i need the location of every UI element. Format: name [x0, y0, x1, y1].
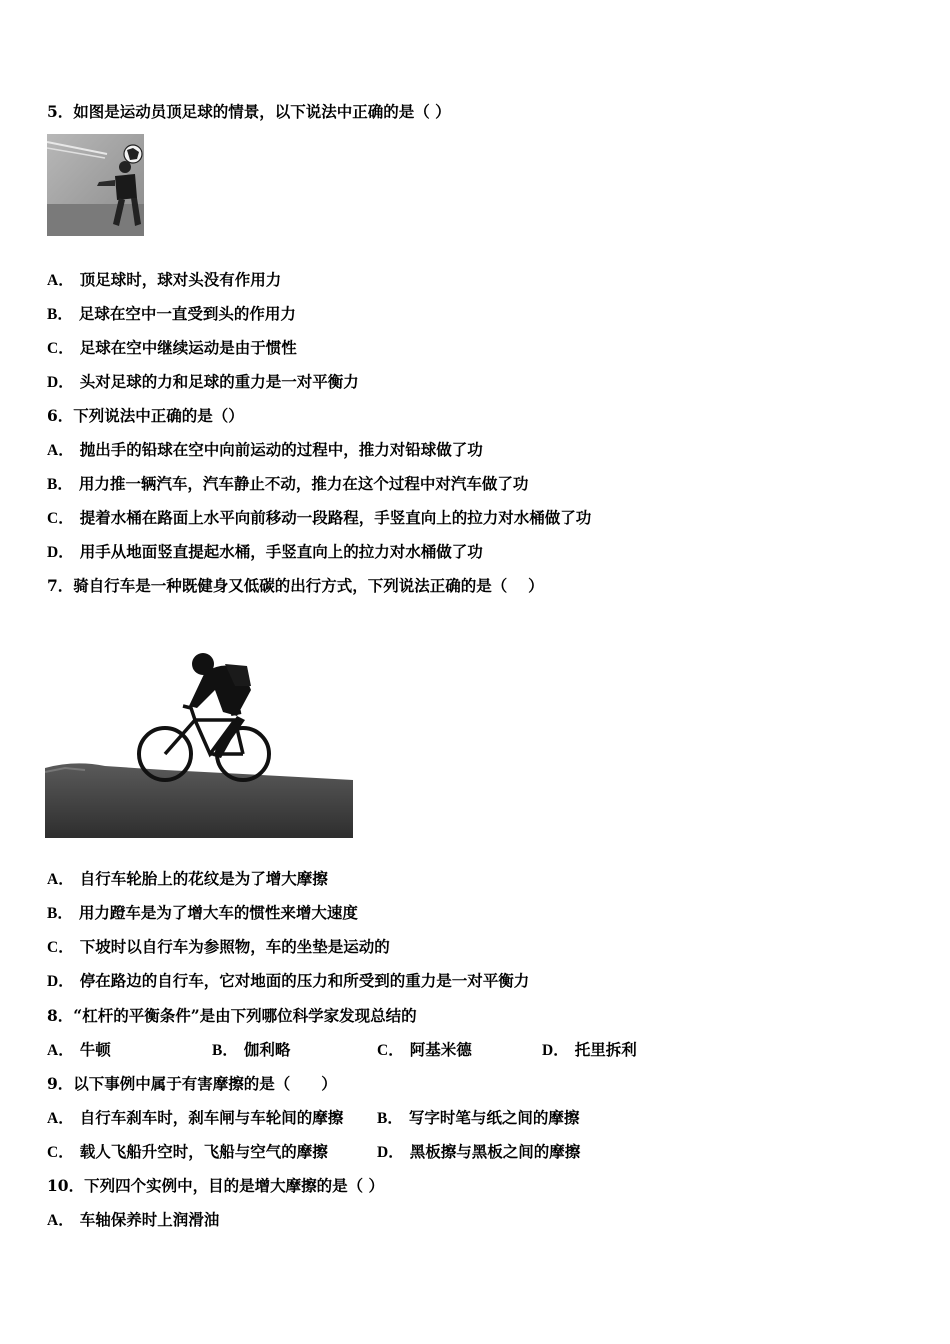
- soccer-header-photo-icon: [47, 134, 144, 236]
- q9-option-c: C． 载人飞船升空时，飞船与空气的摩擦: [47, 1142, 328, 1161]
- q6-option-c: C． 提着水桶在路面上水平向前移动一段路程，手竖直向上的拉力对水桶做了功: [47, 508, 592, 527]
- q7-option-b: B． 用力蹬车是为了增大车的惯性来增大速度: [47, 903, 358, 922]
- q7-stem: 7．骑自行车是一种既健身又低碳的出行方式，下列说法正确的是（ ）: [47, 576, 544, 595]
- q6-option-b: B． 用力推一辆汽车，汽车静止不动，推力在这个过程中对汽车做了功: [47, 474, 529, 493]
- q7-option-d: D． 停在路边的自行车，它对地面的压力和所受到的重力是一对平衡力: [47, 971, 530, 990]
- q9-option-d: D． 黑板擦与黑板之间的摩擦: [377, 1142, 581, 1161]
- q5-stem: 5．如图是运动员顶足球的情景，以下说法中正确的是（ ）: [47, 102, 451, 121]
- q9-option-b: B． 写字时笔与纸之间的摩擦: [377, 1108, 580, 1127]
- q8-stem: 8．“杠杆的平衡条件”是由下列哪位科学家发现总结的: [47, 1006, 417, 1025]
- q8-option-d: D． 托里拆利: [542, 1040, 637, 1059]
- q5-option-c: C． 足球在空中继续运动是由于惯性: [47, 338, 297, 357]
- q10-option-a: A． 车轴保养时上润滑油: [47, 1210, 220, 1229]
- q6-option-d: D． 用手从地面竖直提起水桶，手竖直向上的拉力对水桶做了功: [47, 542, 483, 561]
- q9-stem: 9．以下事例中属于有害摩擦的是（ ）: [47, 1074, 337, 1093]
- q5-option-d: D． 头对足球的力和足球的重力是一对平衡力: [47, 372, 359, 391]
- q6-option-a: A． 抛出手的铅球在空中向前运动的过程中，推力对铅球做了功: [47, 440, 483, 459]
- q5-option-a: A． 顶足球时，球对头没有作用力: [47, 270, 282, 289]
- q7-option-a: A． 自行车轮胎上的花纹是为了增大摩擦: [47, 869, 328, 888]
- q8-option-c: C． 阿基米德: [377, 1040, 472, 1059]
- cyclist-silhouette-photo-icon: [45, 620, 353, 838]
- q8-option-a: A． 牛顿: [47, 1040, 111, 1059]
- q8-option-b: B． 伽利略: [212, 1040, 291, 1059]
- q6-stem: 6．下列说法中正确的是（）: [47, 406, 244, 425]
- q10-stem: 10．下列四个实例中，目的是增大摩擦的是（ ）: [47, 1176, 384, 1195]
- q9-option-a: A． 自行车刹车时，刹车闸与车轮间的摩擦: [47, 1108, 344, 1127]
- q5-option-b: B． 足球在空中一直受到头的作用力: [47, 304, 296, 323]
- q7-option-c: C． 下坡时以自行车为参照物，车的坐垫是运动的: [47, 937, 390, 956]
